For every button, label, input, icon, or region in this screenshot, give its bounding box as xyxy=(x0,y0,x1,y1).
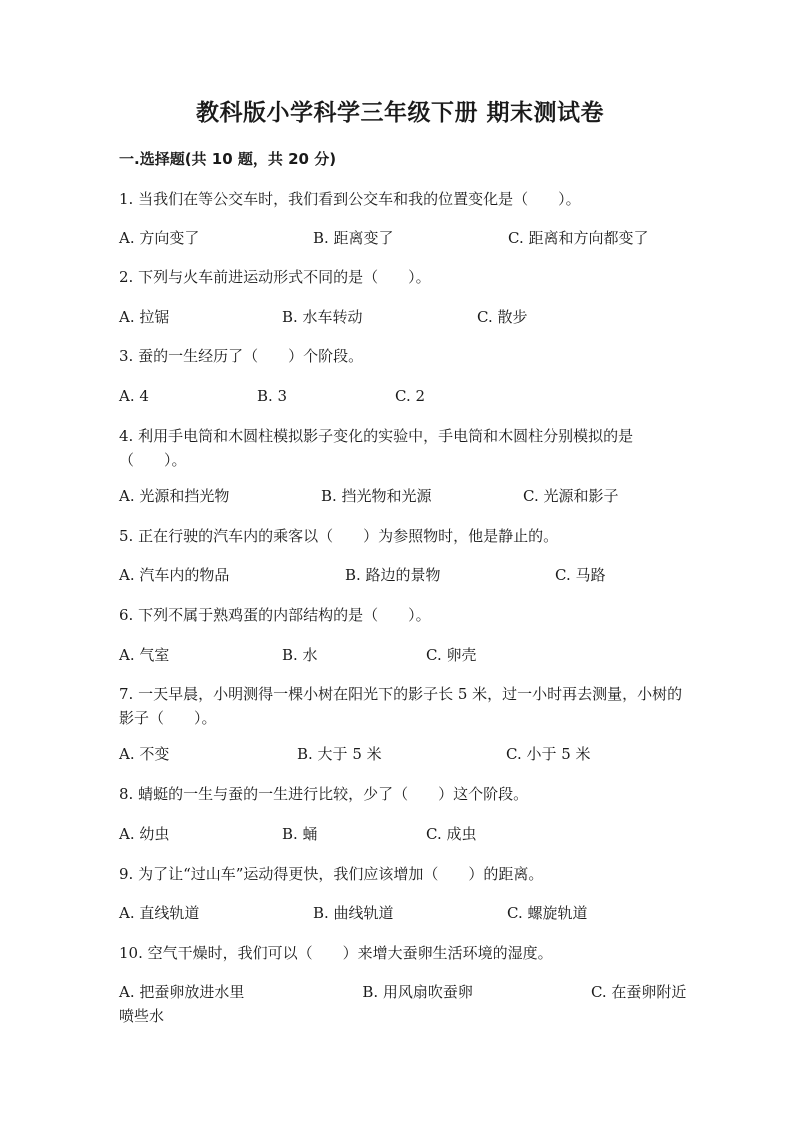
option-b: B. 挡光物和光源 xyxy=(321,487,432,505)
question-options-3 xyxy=(119,384,689,408)
question-options-5 xyxy=(119,563,689,587)
option-a: A. 气室 xyxy=(119,646,170,664)
option-c: C. 散步 xyxy=(477,308,528,326)
section-heading: 一.选择题(共 10 题，共 20 分) xyxy=(119,150,337,168)
option-b: B. 路边的景物 xyxy=(345,566,441,584)
option-a: A. 直线轨道 xyxy=(119,904,200,922)
option-c: C. 马路 xyxy=(555,566,606,584)
question-stem-1: 1. 当我们在等公交车时，我们看到公交车和我的位置变化是（ ）。 xyxy=(119,190,581,208)
question-options-6 xyxy=(119,643,689,667)
option-b: B. 水 xyxy=(282,646,318,664)
question-stem-3: 3. 蚕的一生经历了（ ）个阶段。 xyxy=(119,347,364,365)
option-c: C. 在蚕卵附近喷些水 xyxy=(119,983,687,1025)
question-options-4 xyxy=(119,484,689,508)
option-c: C. 成虫 xyxy=(426,825,477,843)
question-stem-5: 5. 正在行驶的汽车内的乘客以（ ）为参照物时，他是静止的。 xyxy=(119,527,559,545)
option-b: B. 蛹 xyxy=(282,825,318,843)
option-c: C. 螺旋轨道 xyxy=(507,904,588,922)
option-c: C. 距离和方向都变了 xyxy=(508,229,649,247)
option-a: A. 把蚕卵放进水里 xyxy=(119,983,245,1001)
option-c: C. 卵壳 xyxy=(426,646,477,664)
option-a: A. 拉锯 xyxy=(119,308,170,326)
option-b: B. 曲线轨道 xyxy=(313,904,394,922)
question-stem-4: 4. 利用手电筒和木圆柱模拟影子变化的实验中，手电筒和木圆柱分别模拟的是（ ）。 xyxy=(119,427,634,469)
option-a: A. 方向变了 xyxy=(119,229,200,247)
question-stem-9: 9. 为了让“过山车”运动得更快，我们应该增加（ ）的距离。 xyxy=(119,865,544,883)
question-options-1 xyxy=(119,226,689,250)
option-c: C. 小于 5 米 xyxy=(506,745,591,763)
option-a: A. 汽车内的物品 xyxy=(119,566,230,584)
exam-title: 教科版小学科学三年级下册 期末测试卷 xyxy=(195,100,604,126)
option-a: A. 4 xyxy=(119,387,149,405)
question-stem-7: 7. 一天早晨，小明测得一棵小树在阳光下的影子长 5 米，过一小时再去测量，小树的影子（ ）。 xyxy=(119,685,683,727)
question-stem-2: 2. 下列与火车前进运动形式不同的是（ ）。 xyxy=(119,268,431,286)
question-stem-10: 10. 空气干燥时，我们可以（ ）来增大蚕卵生活环境的湿度。 xyxy=(119,944,553,962)
question-stem-6: 6. 下列不属于熟鸡蛋的内部结构的是（ ）。 xyxy=(119,606,431,624)
option-b: B. 3 xyxy=(257,387,288,405)
question-options-10 xyxy=(119,980,689,1028)
option-b: B. 距离变了 xyxy=(313,229,394,247)
option-c: C. 光源和影子 xyxy=(523,487,619,505)
option-b: B. 用风扇吹蚕卵 xyxy=(362,983,473,1001)
question-stem-8: 8. 蜻蜓的一生与蚕的一生进行比较，少了（ ）这个阶段。 xyxy=(119,785,529,803)
option-a: A. 光源和挡光物 xyxy=(119,487,230,505)
option-a: A. 不变 xyxy=(119,745,170,763)
question-options-7 xyxy=(119,742,689,766)
option-a: A. 幼虫 xyxy=(119,825,170,843)
option-c: C. 2 xyxy=(395,387,426,405)
option-b: B. 大于 5 米 xyxy=(297,745,382,763)
question-options-9 xyxy=(119,901,689,925)
question-options-2 xyxy=(119,305,689,329)
question-options-8 xyxy=(119,822,689,846)
option-b: B. 水车转动 xyxy=(282,308,363,326)
